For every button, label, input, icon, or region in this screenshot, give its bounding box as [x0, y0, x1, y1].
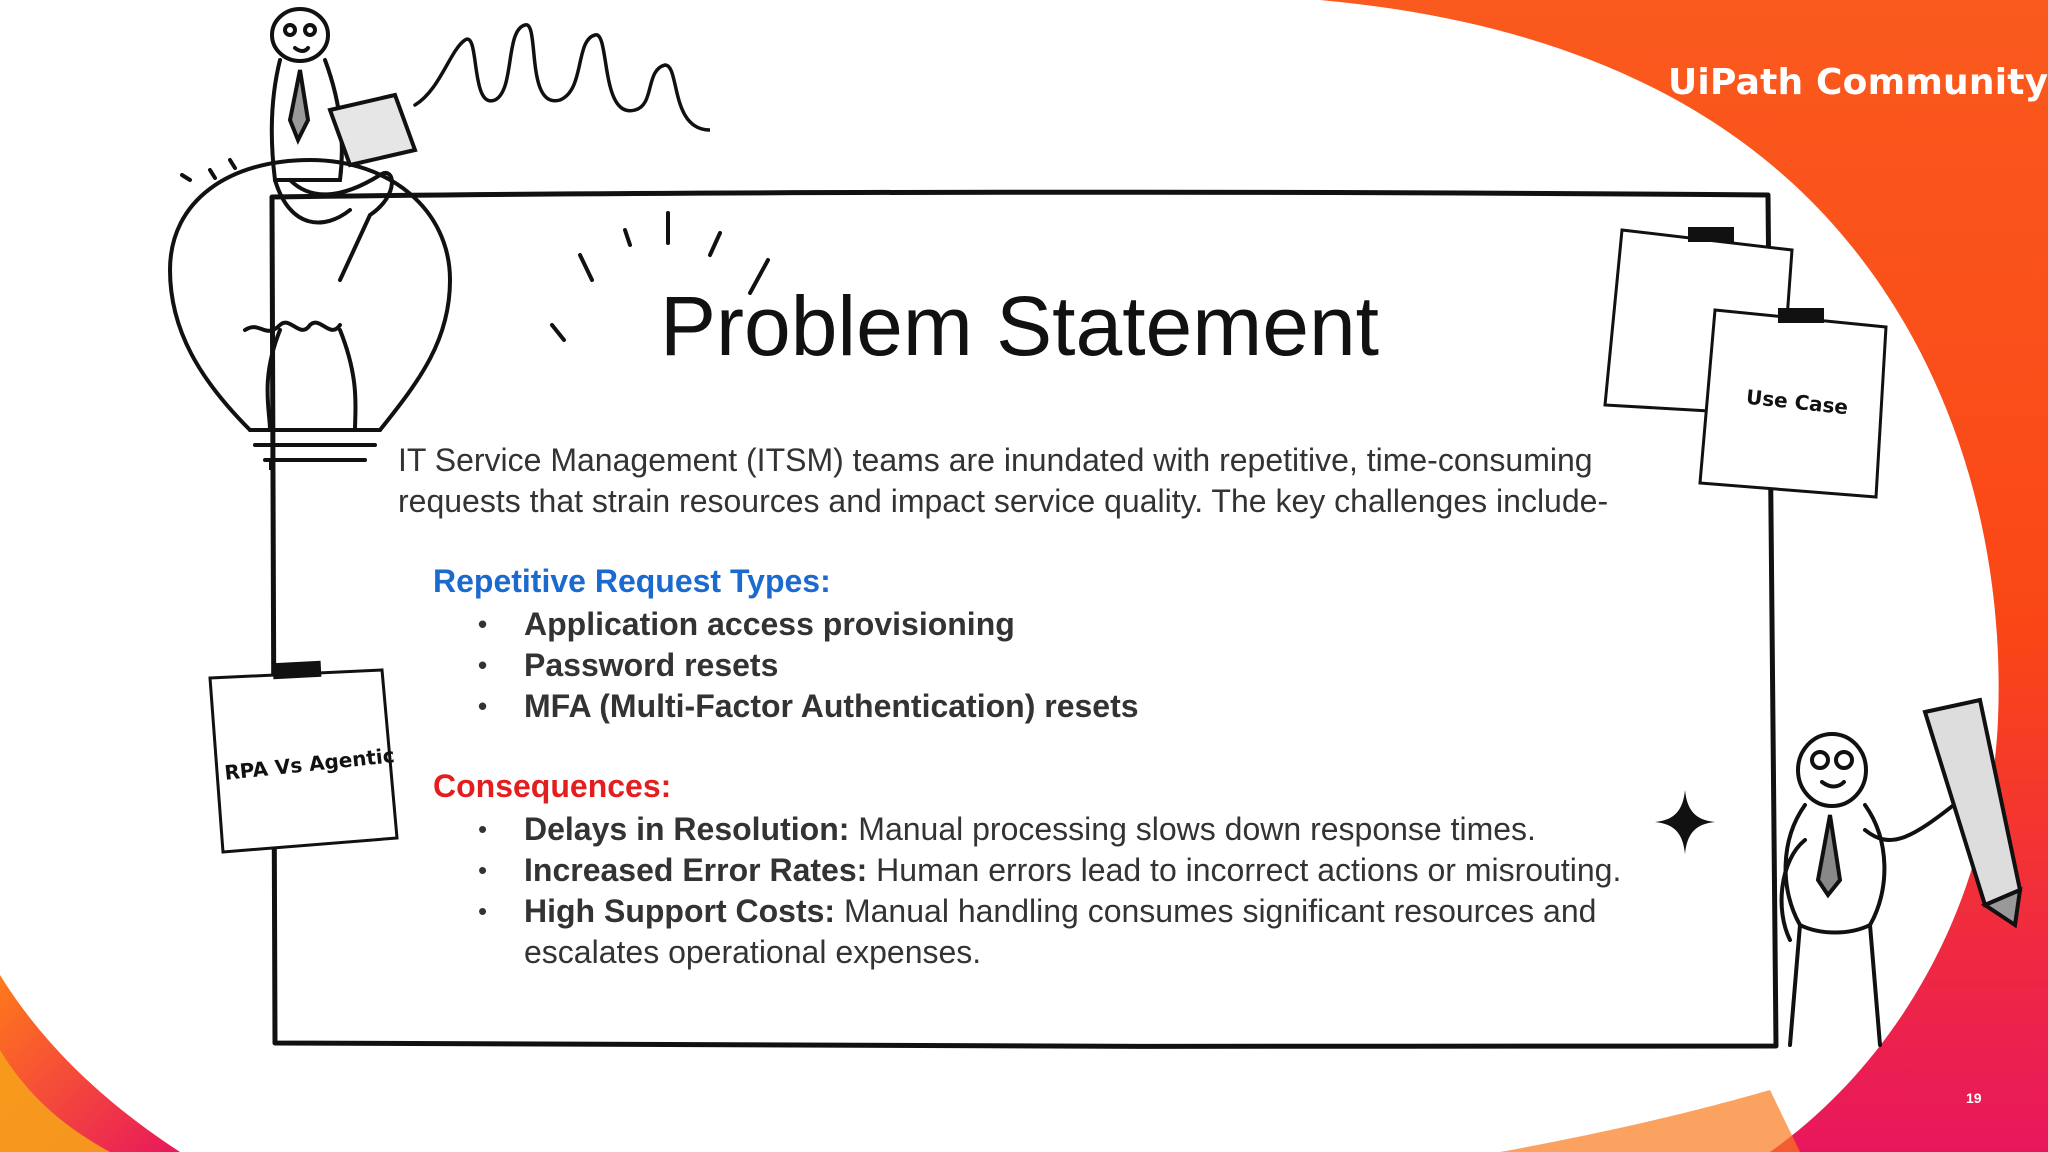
- repetitive-list: [478, 604, 1724, 727]
- intro-paragraph: IT Service Management (ITSM) teams are inundated with repetitive, time-consuming requests that strain resources and impact service quality. The key challenges include-: [398, 442, 1609, 519]
- page-number: 19: [1966, 1090, 1982, 1106]
- list-item: • MFA (Multi-Factor Authentication) resets: [478, 688, 1139, 724]
- squiggle-doodle: [410, 10, 710, 140]
- sticky-notes-right: [1600, 225, 1900, 505]
- note-rpa-vs-agentic: RPA Vs Agentic: [223, 743, 396, 785]
- slide-title: Problem Statement: [660, 279, 1380, 373]
- repetitive-heading: Repetitive Request Types:: [433, 563, 831, 599]
- consequences-heading: Consequences:: [433, 768, 672, 804]
- note-use-case: Use Case: [1745, 384, 1850, 420]
- sparkle-icon: [1655, 790, 1715, 854]
- list-item: • Delays in Resolution: Manual processing slows down response times.: [478, 811, 1536, 847]
- list-item: • High Support Costs: Manual handling consumes significant resources and escalates operational expenses.: [478, 893, 1597, 970]
- list-item: • Increased Error Rates: Human errors lead to incorrect actions or misrouting.: [478, 852, 1622, 888]
- consequences-list: [478, 809, 1704, 973]
- person-with-pencil-doodle: [1760, 690, 2040, 1060]
- list-item: • Application access provisioning: [478, 606, 1015, 642]
- list-item: • Password resets: [478, 647, 779, 683]
- brand-logo: UiPath Community: [1668, 62, 2048, 103]
